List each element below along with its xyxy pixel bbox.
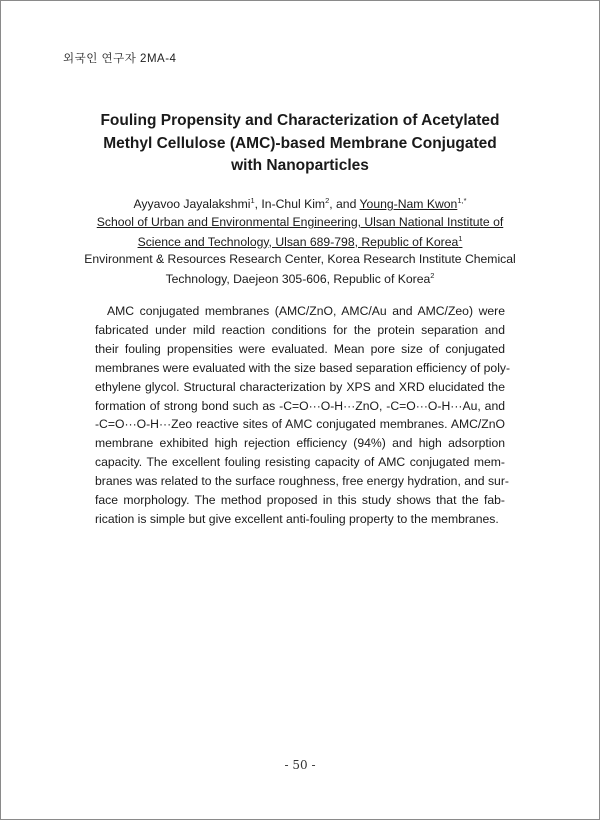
abstract-line: capacity. The excellent fouling resisting capacity of AMC conjugated mem- (95, 455, 505, 470)
affiliation-line (60, 270, 540, 290)
abstract-line: branes was related to the surface roughness, free energy hydration, and sur- (95, 474, 509, 489)
author-affiliation-mark: 2 (325, 196, 330, 205)
abstract-line: membranes were evaluated with the size based separation efficiency of poly- (95, 360, 511, 375)
author-list (60, 195, 540, 214)
abstract-line: fabricated under mild reaction conditions for the protein separation and (95, 322, 505, 337)
affiliation-2 (60, 250, 540, 289)
title-line: Fouling Propensity and Characterization of Acetylated (100, 112, 500, 129)
paper-title (60, 110, 540, 178)
corresponding-author-name: Young-Nam Kwon (359, 197, 458, 211)
abstract-line: their fouling propensities were evaluated. Mean pore size of conjugated (95, 341, 505, 356)
abstract-line: ethylene glycol. Structural characterization by XPS and XRD elucidated the (95, 379, 505, 394)
affiliation-mark: 1 (458, 233, 463, 243)
session-code-label: 외국인 연구자 2MA-4 (63, 53, 177, 65)
abstract-line: AMC conjugated membranes (AMC/ZnO, AMC/Au and AMC/Zeo) were (107, 304, 505, 318)
affiliation-line: Environment & Resources Research Center, Korea Research Institute Chemical (84, 252, 516, 266)
abstract-body (95, 302, 511, 529)
author-name: Ayyavoo Jayalakshmi (133, 197, 251, 211)
affiliation-line: School of Urban and Environmental Engineering, Ulsan National Institute of (96, 215, 504, 229)
affiliation-1 (60, 213, 540, 252)
affiliation-text: Technology, Daejeon 305-606, Republic of Korea (165, 271, 431, 286)
abstract-line: -C=O···O-H···Zeo reactive sites of AMC conjugated membranes. AMC/ZnO (95, 417, 505, 432)
author-affiliation-mark: 1,* (457, 196, 467, 205)
author-separator: , (254, 197, 262, 211)
page-number: - 50 - (284, 758, 316, 772)
author-name: In-Chul Kim (261, 197, 326, 211)
abstract-line: face morphology. The method proposed in this study shows that the fab- (95, 493, 505, 508)
abstract-line: formation of strong bond such as -C=O···O-H···ZnO, -C=O···O-H···Au, and (95, 398, 505, 413)
affiliation-mark: 2 (430, 270, 435, 280)
author-separator: , and (329, 197, 360, 211)
abstract-line: membrane exhibited high rejection efficiency (94%) and high adsorption (95, 436, 505, 451)
author-affiliation-mark: 1 (250, 196, 255, 205)
abstract-line: rication is simple but give excellent anti-fouling property to the membranes. (95, 511, 499, 526)
title-line: with Nanoparticles (231, 157, 369, 174)
affiliation-text: Science and Technology, Ulsan 689-798, Republic of Korea (137, 234, 459, 249)
title-line: Methyl Cellulose (AMC)-based Membrane Conjugated (103, 134, 497, 152)
